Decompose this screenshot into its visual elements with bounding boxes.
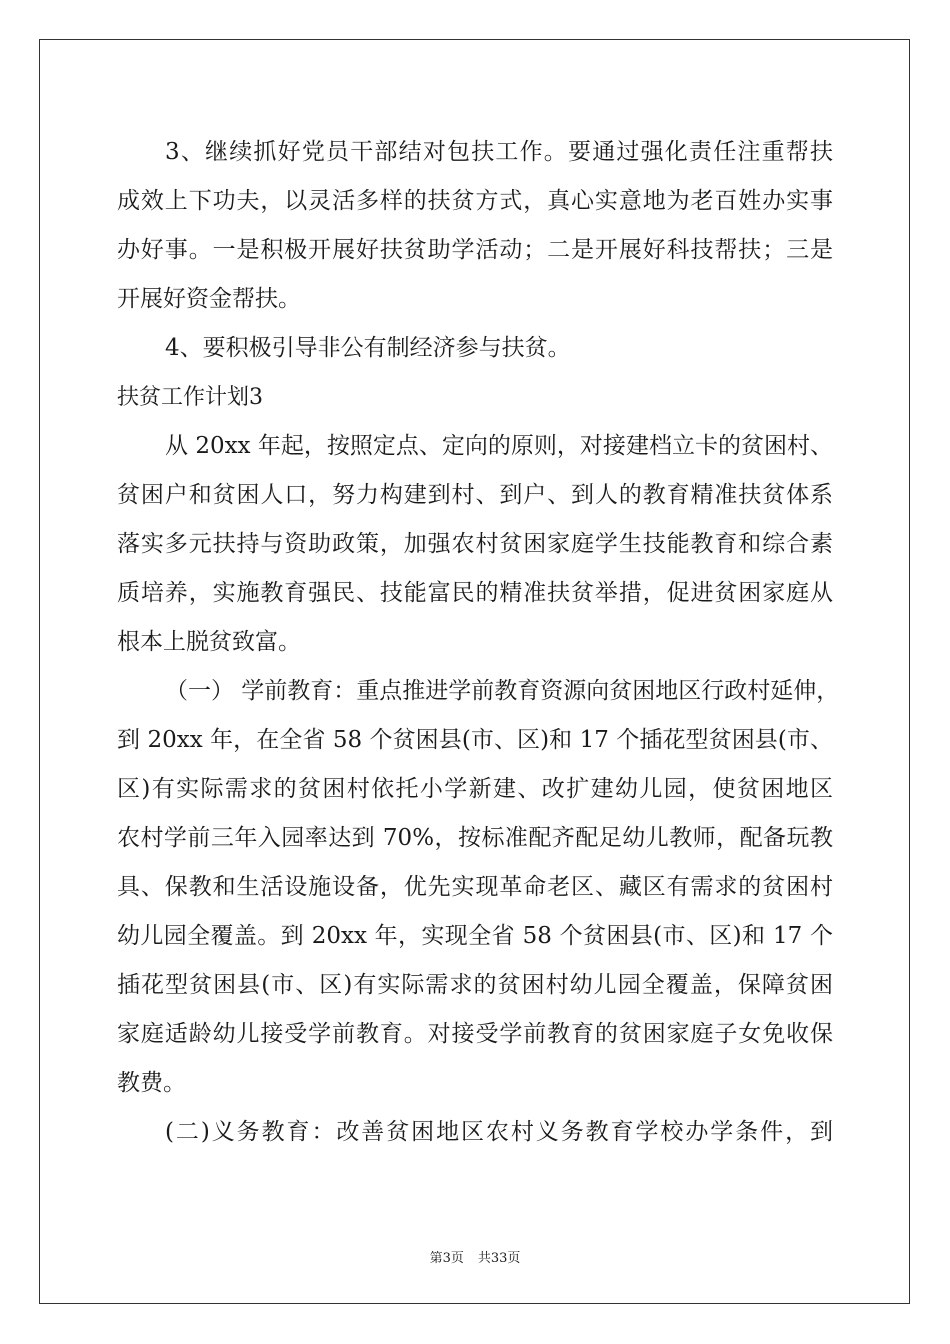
text-line: 从 20xx 年起，按照定点、定向的原则，对接建档立卡的贫困村、 xyxy=(165,433,833,459)
text-line: 3、继续抓好党员干部结对包扶工作。要通过强化责任注重帮扶 xyxy=(165,139,833,165)
page-footer xyxy=(0,1247,950,1266)
page-number: 第3页 xyxy=(429,1251,464,1266)
text-line: 开展好资金帮扶。 xyxy=(117,286,301,312)
section-heading: 扶贫工作计划3 xyxy=(117,385,263,410)
text-line: 到 20xx 年，在全省 58 个贫困县(市、区)和 17 个插花型贫困县(市、 xyxy=(117,727,833,753)
text-line: 根本上脱贫致富。 xyxy=(117,629,301,655)
text-line: （一） 学前教育：重点推进学前教育资源向贫困地区行政村延伸， xyxy=(165,678,840,704)
document-body xyxy=(117,128,840,1157)
text-line: 具、保教和生活设施设备，优先实现革命老区、藏区有需求的贫困村 xyxy=(117,874,833,900)
text-line: 贫困户和贫困人口，努力构建到村、到户、到人的教育精准扶贫体系 xyxy=(117,482,833,508)
text-line: 质培养，实施教育强民、技能富民的精准扶贫举措，促进贫困家庭从 xyxy=(117,580,833,606)
text-line: 区)有实际需求的贫困村依托小学新建、改扩建幼儿园，使贫困地区 xyxy=(117,776,833,802)
text-line: 4、要积极引导非公有制经济参与扶贫。 xyxy=(165,335,571,361)
page-total: 共33页 xyxy=(477,1251,521,1266)
text-line: 办好事。一是积极开展好扶贫助学活动；二是开展好科技帮扶；三是 xyxy=(117,237,833,263)
text-line: 教费。 xyxy=(117,1070,186,1096)
text-line: 插花型贫困县(市、区)有实际需求的贫困村幼儿园全覆盖，保障贫困 xyxy=(117,972,833,998)
text-line: (二)义务教育：改善贫困地区农村义务教育学校办学条件，到 xyxy=(165,1119,833,1145)
text-line: 家庭适龄幼儿接受学前教育。对接受学前教育的贫困家庭子女免收保 xyxy=(117,1021,833,1047)
text-line: 农村学前三年入园率达到 70%，按标准配齐配足幼儿教师，配备玩教 xyxy=(117,825,833,851)
text-line: 幼儿园全覆盖。到 20xx 年，实现全省 58 个贫困县(市、区)和 17 个 xyxy=(117,923,833,949)
text-line: 落实多元扶持与资助政策，加强农村贫困家庭学生技能教育和综合素 xyxy=(117,531,833,557)
text-line: 成效上下功夫，以灵活多样的扶贫方式，真心实意地为老百姓办实事 xyxy=(117,188,833,214)
